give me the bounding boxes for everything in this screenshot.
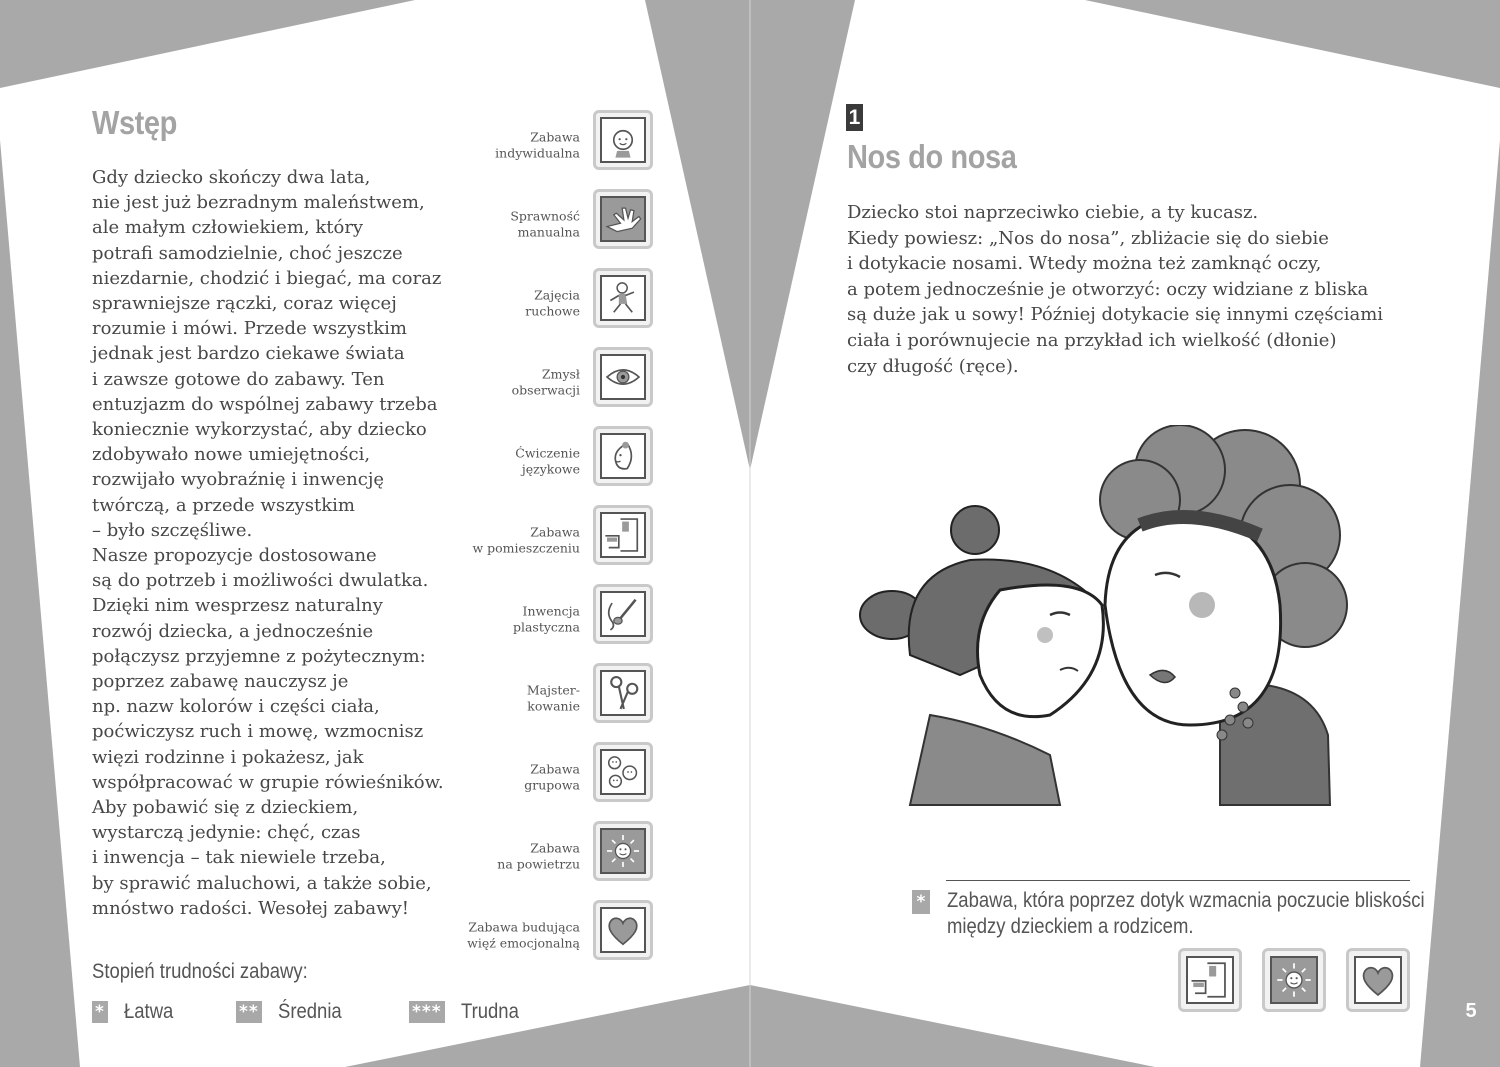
intro-line: – było szczęśliwe. bbox=[92, 519, 253, 541]
legend-label: Zabawa bbox=[530, 524, 580, 540]
intro-line: twórczą, a przede wszystkim bbox=[92, 494, 355, 516]
indoor-window-icon bbox=[593, 505, 653, 565]
note-line: między dzieckiem a rodzicem. bbox=[947, 915, 1194, 938]
legend-label: Sprawność bbox=[510, 208, 580, 224]
intro-line: zdobywało nowe umiejętności, bbox=[92, 444, 371, 466]
eye-icon bbox=[593, 347, 653, 407]
intro-line: koniecznie wykorzystać, aby dziecko bbox=[92, 419, 427, 441]
legend-label: manualna bbox=[517, 224, 580, 239]
legend-label: kowanie bbox=[527, 698, 580, 713]
intro-line: Aby pobawić się z dzieckiem, bbox=[92, 797, 359, 819]
intro-line: entuzjazm do wspólnej zabawy trzeba bbox=[92, 393, 438, 415]
legend-label: w pomieszczeniu bbox=[472, 540, 580, 555]
legend-label: Zabawa bbox=[530, 129, 580, 145]
legend-label: Zmysł bbox=[541, 366, 580, 382]
intro-line: współpracować w grupie rówieśników. bbox=[92, 771, 444, 793]
activity-title: Nos do nosa bbox=[847, 138, 1017, 175]
star-icon: ** bbox=[236, 1001, 262, 1023]
intro-line: niezdarnie, chodzić i biegać, ma coraz bbox=[92, 267, 442, 289]
intro-line: więzi rodzinne i pokażesz, jak bbox=[92, 746, 364, 768]
description-line: Kiedy powiesz: „Nos do nosa”, zbliżacie się do siebie bbox=[847, 227, 1329, 249]
difficulty-text: Średnia bbox=[277, 1000, 342, 1023]
legend-label: językowe bbox=[521, 461, 580, 476]
legend-item bbox=[450, 505, 660, 571]
intro-line: Nasze propozycje dostosowane bbox=[92, 545, 377, 567]
intro-line: i zawsze gotowe do zabawy. Ten bbox=[92, 368, 385, 390]
intro-line: i inwencja – tak niewiele trzeba, bbox=[92, 847, 386, 869]
intro-line: by sprawić maluchowi, a także sobie, bbox=[92, 872, 432, 894]
heart-icon bbox=[1346, 948, 1410, 1012]
star-icon: * bbox=[92, 1001, 108, 1023]
heart-icon bbox=[593, 900, 653, 960]
paintbrush-icon bbox=[593, 584, 653, 644]
sun-icon bbox=[1262, 948, 1326, 1012]
legend-item bbox=[450, 347, 660, 413]
intro-line: poprzez zabawę nauczysz je bbox=[92, 671, 349, 693]
page-number: 5 bbox=[1465, 1000, 1477, 1022]
intro-line: np. nazw kolorów i części ciała, bbox=[92, 696, 380, 718]
note-line: Zabawa, która poprzez dotyk wzmacnia poczucie bliskości bbox=[947, 889, 1425, 912]
description-line: Dziecko stoi naprzeciwko ciebie, a ty kucasz. bbox=[847, 202, 1259, 223]
hand-icon bbox=[593, 189, 653, 249]
difficulty-text: Trudna bbox=[460, 1000, 519, 1023]
intro-line: rozumie i mówi. Przede wszystkim bbox=[92, 318, 407, 340]
intro-line: połączysz przyjemne z pożytecznym: bbox=[92, 645, 426, 667]
intro-line: mnóstwo radości. Wesołej zabawy! bbox=[92, 897, 409, 919]
legend-label: na powietrzu bbox=[497, 856, 580, 871]
child-face-icon bbox=[593, 110, 653, 170]
legend-label: obserwacji bbox=[511, 382, 580, 397]
description-line: są duże jak u sowy! Później dotykacie się innymi częściami bbox=[847, 304, 1384, 326]
star-icon: * bbox=[912, 890, 930, 914]
legend-label: Majster- bbox=[526, 682, 580, 698]
child-face bbox=[978, 585, 1104, 717]
difficulty-easy bbox=[92, 1000, 180, 1024]
legend-item bbox=[450, 426, 660, 492]
description-line: i dotykacie nosami. Wtedy można też zamknąć oczy, bbox=[847, 253, 1322, 275]
intro-line: sprawniejsze rączki, coraz więcej bbox=[92, 293, 397, 315]
note-divider bbox=[946, 880, 1410, 881]
legend-item bbox=[450, 742, 660, 808]
intro-paragraph bbox=[92, 165, 472, 921]
scissors-icon bbox=[593, 663, 653, 723]
intro-line: jednak jest bardzo ciekawe świata bbox=[92, 343, 405, 365]
difficulty-hard bbox=[409, 1000, 526, 1024]
legend-label: Zabawa bbox=[530, 761, 580, 777]
legend-label: Inwencja bbox=[522, 603, 580, 619]
intro-line: Gdy dziecko skończy dwa lata, bbox=[92, 167, 371, 188]
activity-number-badge: 1 bbox=[846, 104, 863, 131]
legend-item bbox=[450, 110, 660, 176]
legend-label: więź emocjonalną bbox=[467, 935, 580, 950]
legend-item bbox=[450, 821, 660, 887]
intro-line: potrafi samodzielnie, choć jeszcze bbox=[92, 242, 403, 264]
legend-item bbox=[450, 584, 660, 650]
activity-description bbox=[847, 200, 1427, 379]
speaking-face-icon bbox=[593, 426, 653, 486]
legend-label: Zabawa budująca bbox=[468, 919, 580, 935]
sun-icon bbox=[593, 821, 653, 881]
activity-note bbox=[947, 888, 1425, 940]
nose-to-nose-illustration bbox=[850, 425, 1350, 820]
intro-line: rozwój dziecka, a jednocześnie bbox=[92, 620, 374, 642]
legend-label: Zabawa bbox=[530, 840, 580, 856]
intro-title: Wstęp bbox=[92, 104, 177, 141]
legend-item bbox=[450, 663, 660, 729]
difficulty-medium bbox=[236, 1000, 350, 1024]
legend-label: plastyczna bbox=[512, 619, 580, 634]
intro-line: poćwiczysz ruch i mowę, wzmocnisz bbox=[92, 721, 424, 743]
legend-label: grupowa bbox=[524, 777, 580, 792]
running-child-icon bbox=[593, 268, 653, 328]
mother-face bbox=[1105, 515, 1281, 725]
difficulty-label: Stopień trudności zabawy: bbox=[92, 960, 308, 983]
description-line: a potem jednocześnie je otworzyć: oczy widziane z bliska bbox=[847, 278, 1369, 300]
legend-label: indywidualna bbox=[495, 145, 580, 160]
star-icon: *** bbox=[409, 1001, 445, 1023]
difficulty-text: Łatwa bbox=[123, 1000, 174, 1023]
legend-label: Zajęcia bbox=[534, 287, 580, 303]
legend-label: Ćwiczenie bbox=[515, 445, 580, 461]
description-line: czy długość (ręce). bbox=[847, 355, 1019, 377]
legend-item bbox=[450, 189, 660, 255]
intro-line: wystarczą jedynie: chęć, czas bbox=[92, 822, 361, 844]
intro-line: rozwijało wyobraźnię i inwencję bbox=[92, 469, 385, 491]
description-line: ciała i porównujecie na przykład ich wielkość (dłonie) bbox=[847, 329, 1337, 351]
intro-line: są do potrzeb i możliwości dwulatka. bbox=[92, 570, 429, 592]
indoor-window-icon bbox=[1178, 948, 1242, 1012]
intro-line: Dzięki nim wesprzesz naturalny bbox=[92, 595, 383, 617]
intro-line: nie jest już bezradnym maleństwem, bbox=[92, 192, 425, 214]
group-faces-icon bbox=[593, 742, 653, 802]
legend-label: ruchowe bbox=[525, 303, 580, 318]
legend-item bbox=[450, 268, 660, 334]
legend-item bbox=[450, 900, 660, 966]
intro-line: ale małym człowiekiem, który bbox=[92, 217, 364, 239]
